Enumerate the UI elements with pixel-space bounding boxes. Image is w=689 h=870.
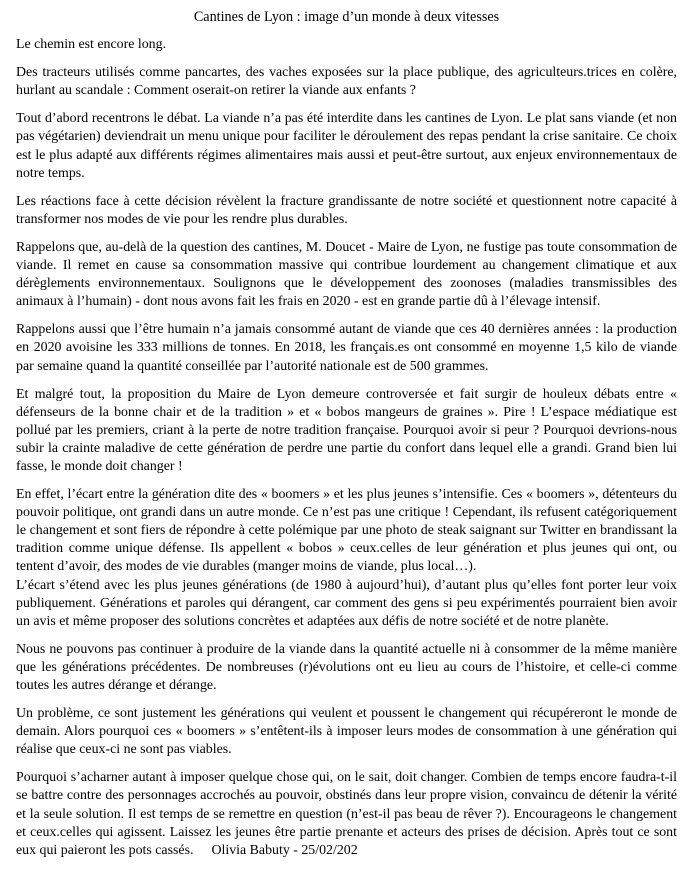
article-title: Cantines de Lyon : image d’un monde à deux vitesses [193, 9, 500, 25]
paragraph-mayor: Rappelons que, au-delà de la question des cantines, M. Doucet - Maire de Lyon, ne fustige pas toute consommation de viande. Il remet en cause sa consommation massive qui contribue lourdement au changement climatique et aux dérèglements environnementaux. Soulignons que le développement des zoonoses (maladies transmissibles des animaux à l’humain) - dont nous avons fait les frais en 2020 - est en grande partie dû à l’élevage intensif. [16, 239, 677, 310]
paragraph-protest: Des tracteurs utilisés comme pancartes, des vaches exposées sur la place publique, des agriculteurs.trices en colère, hurlant au scandale : Comment oserait-on retirer la viande aux enfants ? [16, 65, 677, 99]
author-signature: Olivia Babuty - 25/02/202 [211, 842, 358, 858]
paragraph-intro: Le chemin est encore long. [16, 37, 167, 53]
article [16, 8, 677, 870]
paragraph-reactions: Les réactions face à cette décision révèlent la fracture grandissante de notre société et questionnent notre capacité à transformer nos modes de vie pour les rendre plus durables. [16, 193, 677, 227]
paragraph-conclusion [16, 769, 677, 859]
paragraph-debate: Tout d’abord recentrons le débat. La viande n’a pas été interdite dans les cantines de Lyon. Le plat sans viande (et non pas végétarien) deviendrait un menu unique pour faciliter le déroulement des repas pendant la crise sanitaire. Ce choix est le plus adapté aux différents régimes alimentaires mais aussi et peut-être surtout, aux enjeux environnementaux de notre temps. [16, 111, 677, 181]
paragraph-statistics: Rappelons aussi que l’être humain n’a jamais consommé autant de viande que ces 40 dernières années : la production en 2020 avoisine les 333 millions de tonnes. En 2018, les français.es ont consommé en moyenne 1,5 kilo de viande par semaine quand la quantité conseillée par l’autorité nationale est de 500 grammes. [16, 322, 677, 374]
paragraph-problem: Un problème, ce sont justement les générations qui veulent et poussent le changement qui récupéreront le monde de demain. Alors pourquoi ces « boomers » s’entêtent-ils à imposer leurs modes de consommation à une génération qui réalise que ceux-ci ne sont pas viables. [16, 706, 677, 758]
paragraph-production: Nous ne pouvons pas continuer à produire de la viande dans la quantité actuelle ni à consommer de la même manière que les générations précédentes. De nombreuses (r)évolutions ont eu lieu au cours de l’histoire, et celle-ci comme toutes les autres dérange et dérange. [16, 641, 677, 693]
paragraph-boomers: En effet, l’écart entre la génération dite des « boomers » et les plus jeunes s’intensifie. Ces « boomers », détenteurs du pouvoir politique, ont grandi dans un autre monde. Ce n’est pas une critique ! Cependant, ils refusent catégoriquement le changement et sont fiers de répondre à cette polémique par une photo de steak saignant sur Twitter en brandissant la tradition comme unique défense. Ils appellent « bobos » ceux.celles de leur génération et plus jeunes qui ont, ou tentent d’avoir, des modes de vie durables (manger moins de viande, plus local…). [16, 487, 677, 575]
paragraph-controversy: Et malgré tout, la proposition du Maire de Lyon demeure controversée et fait surgir de houleux débats entre « défenseurs de la bonne chair et de la tradition » et « bobos mangeurs de graines ». Pire ! L’espace médiatique est pollué par les premiers, criant à la perte de notre tradition française. Pourquoi avoir si peur ? Pourquoi devrions-nous subir la crainte maladive de cette génération de perdre une partie du confort dans lequel elle a grandi. Grand bien lui fasse, le monde doit changer ! [16, 386, 677, 474]
conclusion-text: Pourquoi s’acharner autant à imposer quelque chose qui, on le sait, doit changer. Combien de temps encore faudra-t-il se battre contre des personnages accrochés au pouvoir, obstinés dans leur propre vision, convaincu de détenir la vérité et la seule solution. Il est temps de se remettre en question (n’est-il pas beau de rêver ?). Encourageons le changement et ceux.celles qui agissent. Laissez les jeunes être partie prenante et acteurs des prises de décision. Après tout ce sont eux qui paieront les pots cassés. [16, 770, 677, 858]
paragraph-generations: L’écart s’étend avec les plus jeunes générations (de 1980 à aujourd’hui), d’autant plus qu’elles font porter leur voix publiquement. Générations et paroles qui dérangent, car comment des gens si peu expérimentés pourraient bien avoir un avis et même proposer des solutions concrètes et adaptées aux défis de notre société et de notre planète. [16, 577, 677, 629]
